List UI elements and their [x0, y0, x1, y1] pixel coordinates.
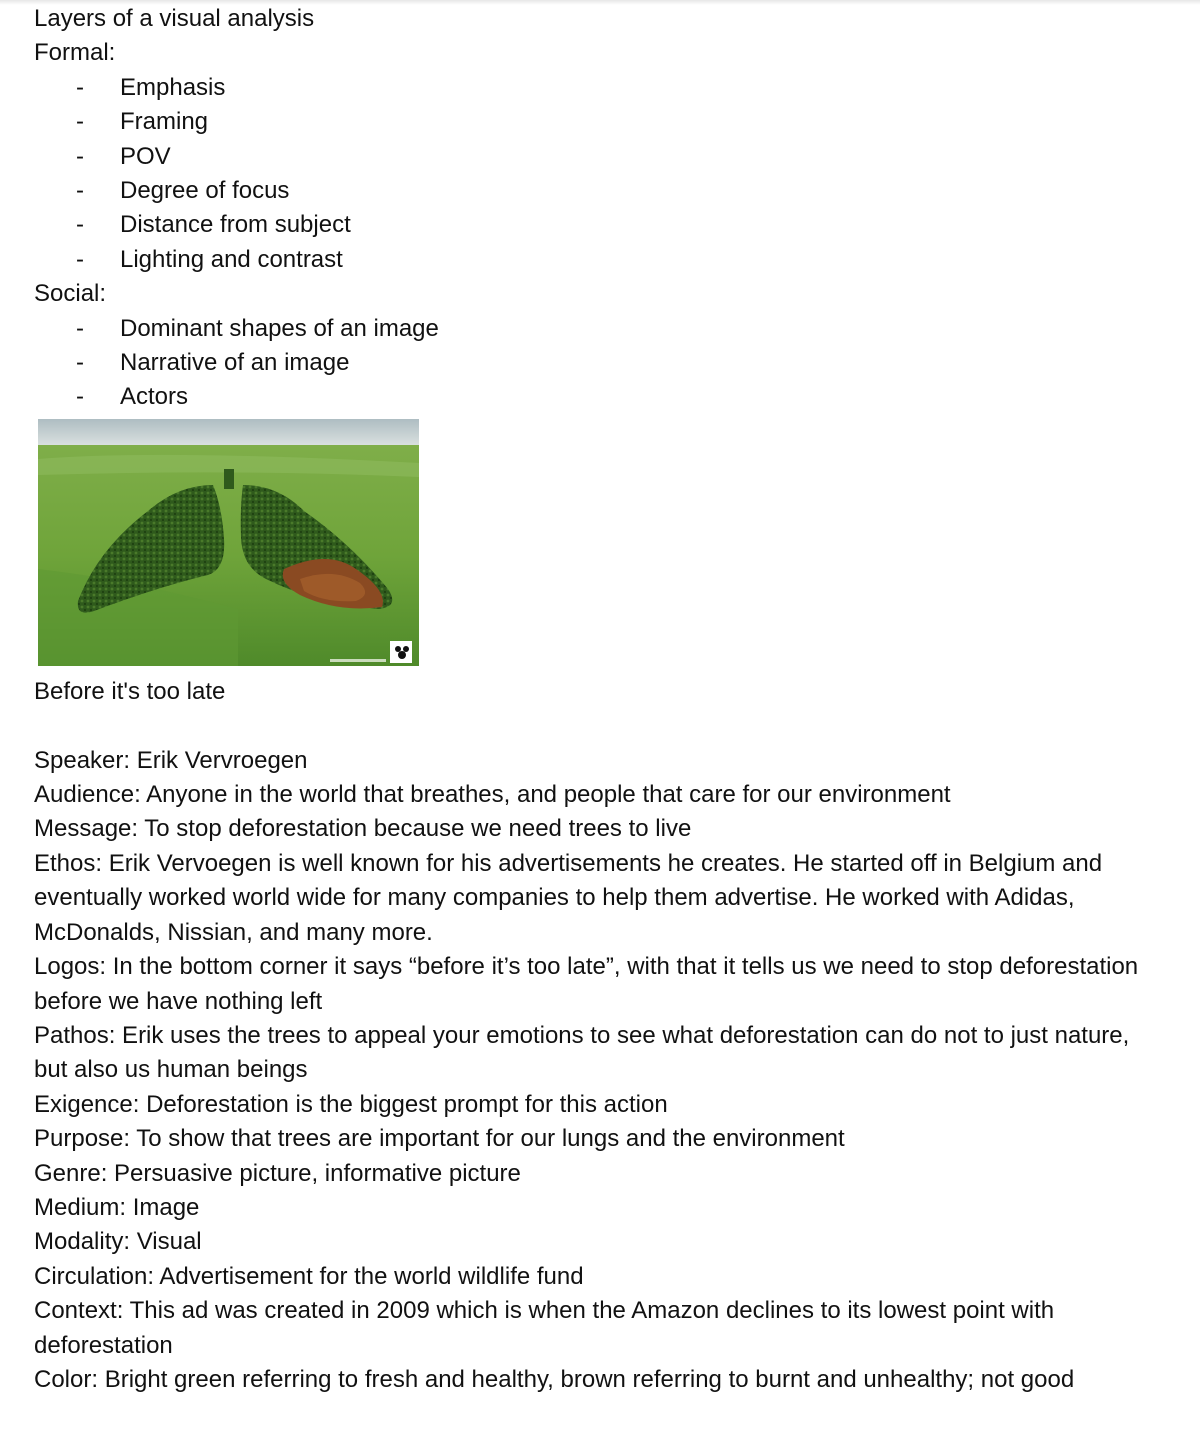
- bullet-dash: -: [76, 108, 84, 136]
- list-item: - Degree of focus: [34, 174, 1164, 208]
- field-pathos: Pathos: Erik uses the trees to appeal your emotions to see what deforestation can do not to just nature, but also us human beings: [34, 1021, 1130, 1084]
- field-exigence: Exigence: Deforestation is the biggest prompt for this action: [34, 1090, 668, 1118]
- list-item: - Distance from subject: [34, 208, 1164, 242]
- formal-list: [34, 71, 1164, 277]
- field-circulation: Circulation: Advertisement for the world wildlife fund: [34, 1262, 584, 1290]
- list-item: - Narrative of an image: [34, 346, 1164, 380]
- image-caption: Before it's too late: [34, 677, 226, 705]
- field-context: Context: This ad was created in 2009 which is when the Amazon declines to its lowest point with deforestation: [34, 1297, 1055, 1359]
- field-color: Color: Bright green referring to fresh and healthy, brown referring to burnt and unhealthy; not good: [34, 1365, 1075, 1393]
- list-item: - Lighting and contrast: [34, 243, 1164, 277]
- blank-line: [34, 709, 1164, 743]
- document-title: Layers of a visual analysis: [34, 5, 315, 32]
- list-item: - Emphasis: [34, 71, 1164, 105]
- lungs-forest-ad-image: [38, 419, 419, 666]
- field-speaker: Speaker: Erik Vervroegen: [34, 746, 308, 774]
- list-item: - POV: [34, 140, 1164, 174]
- bullet-dash: -: [76, 211, 84, 239]
- list-item: - Actors: [34, 380, 1164, 414]
- bullet-dash: -: [76, 73, 84, 101]
- list-item: - Dominant shapes of an image: [34, 312, 1164, 346]
- social-list: [34, 312, 1164, 415]
- bullet-dash: -: [76, 314, 84, 342]
- field-logos: Logos: In the bottom corner it says “before it’s too late”, with that it tells us we need to stop deforestation before we have nothing left: [34, 953, 1139, 1015]
- bullet-dash: -: [76, 142, 84, 170]
- field-audience: Audience: Anyone in the world that breathes, and people that care for our environment: [34, 781, 951, 809]
- bullet-dash: -: [76, 383, 84, 411]
- field-ethos: Ethos: Erik Vervoegen is well known for his advertisements he creates. He started off in Belgium and eventually worked world wide for many companies to help them advertise. He worked with Adidas, McDonalds, Nissian, and many more.: [34, 849, 1103, 946]
- list-item: - Framing: [34, 105, 1164, 139]
- field-purpose: Purpose: To show that trees are important for our lungs and the environment: [34, 1125, 845, 1153]
- bullet-dash: -: [76, 177, 84, 205]
- document-page: [34, 2, 1164, 1397]
- bullet-dash: -: [76, 245, 84, 273]
- bullet-dash: -: [76, 349, 84, 377]
- formal-heading: Formal:: [34, 39, 116, 67]
- field-message: Message: To stop deforestation because we need trees to live: [34, 815, 692, 843]
- field-medium: Medium: Image: [34, 1193, 200, 1221]
- social-heading: Social:: [34, 280, 107, 308]
- field-genre: Genre: Persuasive picture, informative picture: [34, 1159, 521, 1187]
- field-modality: Modality: Visual: [34, 1228, 202, 1256]
